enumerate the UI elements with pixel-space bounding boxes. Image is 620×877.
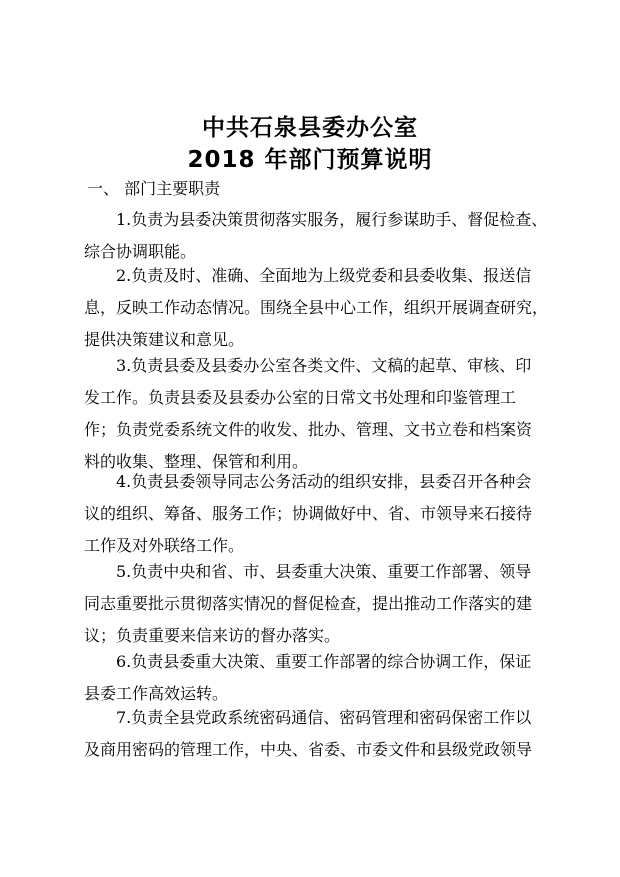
document-title-line-2: 2018 年部门预算说明 [187,147,433,173]
paragraph-line: 7.负责全县党政系统密码通信、密码管理和密码保密工作以 [116,708,532,727]
paragraph-line: 议的组织、筹备、服务工作；协调做好中、省、市领导来石接待 [84,504,533,523]
paragraph-line: 及商用密码的管理工作，中央、省委、市委文件和县级党政领导 [84,740,533,759]
paragraph-1 [84,204,554,268]
paragraph-line: 议；负责重要来信来访的督办落实。 [84,626,341,645]
paragraph-line: 息，反映工作动态情况。围绕全县中心工作，组织开展调查研究， [84,298,549,317]
paragraph-6 [84,646,554,710]
paragraph-line: 2.负责及时、准确、全面地为上级党委和县委收集、报送信 [116,266,532,285]
paragraph-line: 工作及对外联络工作。 [84,536,245,555]
paragraph-line: 综合协调职能。 [84,242,197,261]
paragraph-line: 1.负责为县委决策贯彻落实服务，履行参谋助手、督促检查、 [116,210,548,229]
paragraph-3 [84,350,554,478]
paragraph-line: 发工作。负责县委及县委办公室的日常文书处理和印鉴管理工 [84,388,517,407]
paragraph-line: 4.负责县委领导同志公务活动的组织安排，县委召开各种会 [116,472,532,491]
document-title-line-1: 中共石泉县委办公室 [202,115,418,141]
paragraph-5 [84,556,554,652]
paragraph-line: 6.负责县委重大决策、重要工作部署的综合协调工作，保证 [116,652,532,671]
paragraph-7 [84,702,554,766]
paragraph-line: 同志重要批示贯彻落实情况的督促检查，提出推动工作落实的建 [84,594,533,613]
section-heading: 一、 部门主要职责 [87,179,221,198]
paragraph-line: 作；负责党委系统文件的收发、批办、管理、文书立卷和档案资 [84,420,533,439]
paragraph-line: 5.负责中央和省、市、县委重大决策、重要工作部署、领导 [116,562,532,581]
paragraph-line: 县委工作高效运转。 [84,684,229,703]
paragraph-2 [84,260,554,356]
paragraph-4 [84,466,554,562]
paragraph-line: 3.负责县委及县委办公室各类文件、文稿的起草、审核、印 [116,356,532,375]
paragraph-line: 料的收集、整理、保管和利用。 [84,452,309,471]
paragraph-line: 提供决策建议和意见。 [84,330,245,349]
